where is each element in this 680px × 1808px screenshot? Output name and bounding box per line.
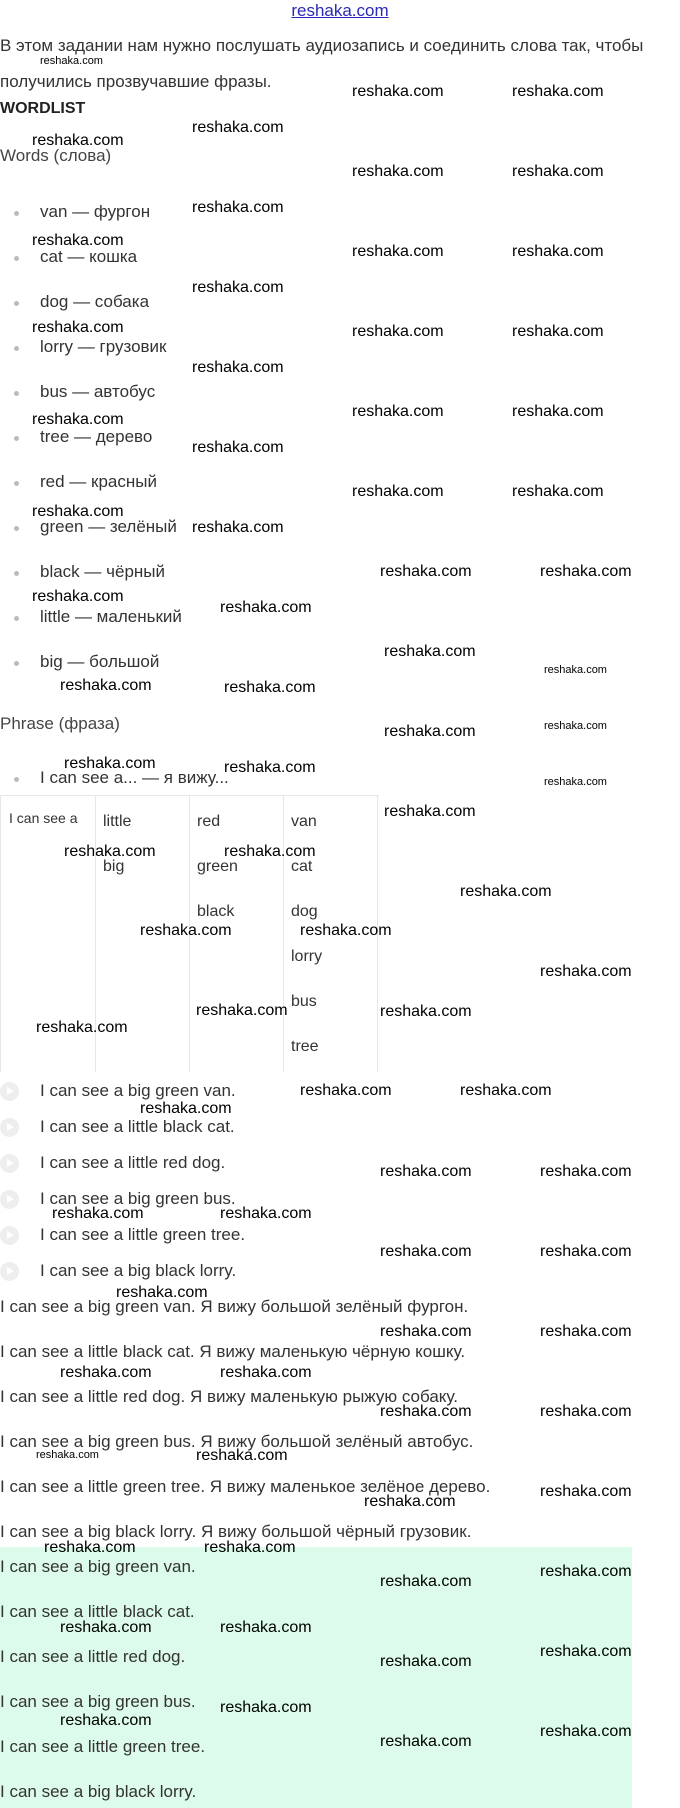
watermark-text: reshaka.com [220,1699,312,1716]
play-icon[interactable] [0,1118,19,1137]
play-icon[interactable] [0,1154,19,1173]
watermark-text: reshaka.com [192,439,284,456]
grid-cell: black [197,903,235,920]
watermark-text: reshaka.com [116,1284,208,1301]
watermark-text: reshaka.com [352,323,444,340]
watermark-text: reshaka.com [384,723,476,740]
watermark-text: reshaka.com [64,843,156,860]
watermark-text: reshaka.com [380,1243,472,1260]
watermark-text: reshaka.com [220,1205,312,1222]
grid-cell: dog [291,903,318,920]
grid-cell: big [103,858,125,875]
watermark-text: reshaka.com [352,243,444,260]
watermark-text: reshaka.com [32,132,124,149]
words-heading: Words (слова) [0,146,112,165]
bullet-icon [14,301,19,306]
watermark-text: reshaka.com [540,1243,632,1260]
word-item: cat — кошка [40,247,138,266]
watermark-text: reshaka.com [220,1364,312,1381]
watermark-text: reshaka.com [512,483,604,500]
watermark-text: reshaka.com [544,664,607,676]
word-item: tree — дерево [40,427,153,446]
grid-cell: green [197,858,238,875]
watermark-text: reshaka.com [64,755,156,772]
watermark-text: reshaka.com [364,1493,456,1510]
watermark-text: reshaka.com [512,403,604,420]
answer-line: I can see a little green tree. [0,1737,206,1756]
watermark-text: reshaka.com [380,1003,472,1020]
audio-line: I can see a little green tree. [40,1225,246,1244]
bullet-icon [14,526,19,531]
answer-line: I can see a big green van. [0,1557,196,1576]
word-item: van — фургон [40,202,151,221]
watermark-text: reshaka.com [300,922,392,939]
translation-line: I can see a little black cat. Я вижу маленькую чёрную кошку. [0,1342,466,1361]
intro-text: В этом задании нам нужно послушать аудиозапись и соединить слова так, чтобы получились прозвучавшие фразы. [0,36,644,91]
watermark-text: reshaka.com [32,232,124,249]
grid-cell: bus [291,993,317,1010]
wordlist-heading: WORDLIST [0,100,86,117]
word-item: dog — собака [40,292,150,311]
audio-line: I can see a little black cat. [40,1117,235,1136]
bullet-icon [14,661,19,666]
bullet-icon [14,256,19,261]
watermark-text: reshaka.com [60,677,152,694]
watermark-text: reshaka.com [32,319,124,336]
watermark-text: reshaka.com [380,563,472,580]
word-item: red — красный [40,472,157,491]
watermark-text: reshaka.com [540,563,632,580]
grid-cell: I can see a [9,810,78,826]
watermark-text: reshaka.com [140,922,232,939]
watermark-text: reshaka.com [60,1619,152,1636]
audio-line: I can see a big black lorry. [40,1261,237,1280]
translation-line: I can see a little green tree. Я вижу маленькое зелёное дерево. [0,1477,491,1496]
watermark-text: reshaka.com [60,1712,152,1729]
watermark-text: reshaka.com [380,1163,472,1180]
grid-cell: lorry [291,948,323,965]
watermark-text: reshaka.com [512,83,604,100]
watermark-text: reshaka.com [540,1563,632,1580]
watermark-text: reshaka.com [300,1082,392,1099]
grid-cell: van [291,813,317,830]
audio-line: I can see a big green van. [40,1081,236,1100]
play-icon[interactable] [0,1190,19,1209]
watermark-text: reshaka.com [380,1653,472,1670]
watermark-text: reshaka.com [192,119,284,136]
watermark-text: reshaka.com [512,323,604,340]
watermark-text: reshaka.com [460,883,552,900]
bullet-icon [14,436,19,441]
bullet-icon [14,346,19,351]
play-icon[interactable] [0,1262,19,1281]
watermark-text: reshaka.com [196,1002,288,1019]
watermark-text: reshaka.com [196,1447,288,1464]
watermark-text: reshaka.com [140,1100,232,1117]
translation-line: I can see a little red dog. Я вижу маленькую рыжую собаку. [0,1387,458,1406]
grid-cell: little [103,813,132,830]
watermark-text: reshaka.com [40,55,103,67]
watermark-text: reshaka.com [32,588,124,605]
audio-line: I can see a little red dog. [40,1153,226,1172]
phrase-heading: Phrase (фраза) [0,714,120,733]
watermark-text: reshaka.com [540,1323,632,1340]
watermark-text: reshaka.com [384,803,476,820]
bullet-icon [14,571,19,576]
play-icon[interactable] [0,1082,19,1101]
watermark-text: reshaka.com [220,1619,312,1636]
watermark-text: reshaka.com [544,776,607,788]
watermark-text: reshaka.com [220,599,312,616]
watermark-text: reshaka.com [32,503,124,520]
watermark-text: reshaka.com [32,411,124,428]
watermark-text: reshaka.com [192,199,284,216]
watermark-text: reshaka.com [540,1483,632,1500]
translation-line: I can see a big green bus. Я вижу большой зелёный автобус. [0,1432,474,1451]
watermark-text: reshaka.com [36,1019,128,1036]
watermark-text: reshaka.com [352,483,444,500]
translation-line: I can see a big green van. Я вижу большой зелёный фургон. [0,1297,469,1316]
bullet-icon [14,391,19,396]
word-item: bus — автобус [40,382,156,401]
word-item: little — маленький [40,607,182,626]
watermark-text: reshaka.com [380,1573,472,1590]
watermark-text: reshaka.com [540,963,632,980]
translation-line: I can see a big black lorry. Я вижу большой чёрный грузовик. [0,1522,472,1541]
watermark-text: reshaka.com [540,1163,632,1180]
watermark-text: reshaka.com [512,243,604,260]
watermark-text: reshaka.com [52,1205,144,1222]
watermark-text: reshaka.com [192,359,284,376]
word-item: lorry — грузовик [40,337,167,356]
bullet-icon [14,777,19,782]
play-icon[interactable] [0,1226,19,1245]
bullet-icon [14,211,19,216]
watermark-text: reshaka.com [352,163,444,180]
watermark-text: reshaka.com [384,643,476,660]
phrase-item: I can see a... — я вижу... [40,768,229,787]
watermark-text: reshaka.com [540,1643,632,1660]
grid-cell: cat [291,858,313,875]
watermark-text: reshaka.com [380,1323,472,1340]
answer-line: I can see a little red dog. [0,1647,186,1666]
word-item: big — большой [40,652,160,671]
watermark-text: reshaka.com [540,1403,632,1420]
watermark-text: reshaka.com [380,1733,472,1750]
watermark-text: reshaka.com [192,519,284,536]
answer-line: I can see a big black lorry. [0,1782,197,1801]
answer-line: I can see a little black cat. [0,1602,195,1621]
watermark-text: reshaka.com [380,1403,472,1420]
watermark-text: reshaka.com [224,759,316,776]
watermark-text: reshaka.com [60,1364,152,1381]
watermark-text: reshaka.com [540,1723,632,1740]
bullet-icon [14,481,19,486]
watermark-text: reshaka.com [204,1539,296,1556]
watermark-text: reshaka.com [512,163,604,180]
grid-cell: red [197,813,221,830]
watermark-text: reshaka.com [352,403,444,420]
watermark-text: reshaka.com [224,843,316,860]
watermark-text: reshaka.com [36,1449,99,1461]
watermark-text: reshaka.com [44,1539,136,1556]
word-item: green — зелёный [40,517,177,536]
answer-box [0,1547,632,1808]
watermark-text: reshaka.com [192,279,284,296]
watermark-text: reshaka.com [460,1082,552,1099]
watermark-text: reshaka.com [544,720,607,732]
watermark-text: reshaka.com [352,83,444,100]
bullet-icon [14,616,19,621]
watermark-text: reshaka.com [224,679,316,696]
grid-cell: tree [291,1038,319,1055]
audio-line: I can see a big green bus. [40,1189,236,1208]
site-link[interactable]: reshaka.com [291,1,389,20]
word-item: black — чёрный [40,562,166,581]
answer-line: I can see a big green bus. [0,1692,196,1711]
